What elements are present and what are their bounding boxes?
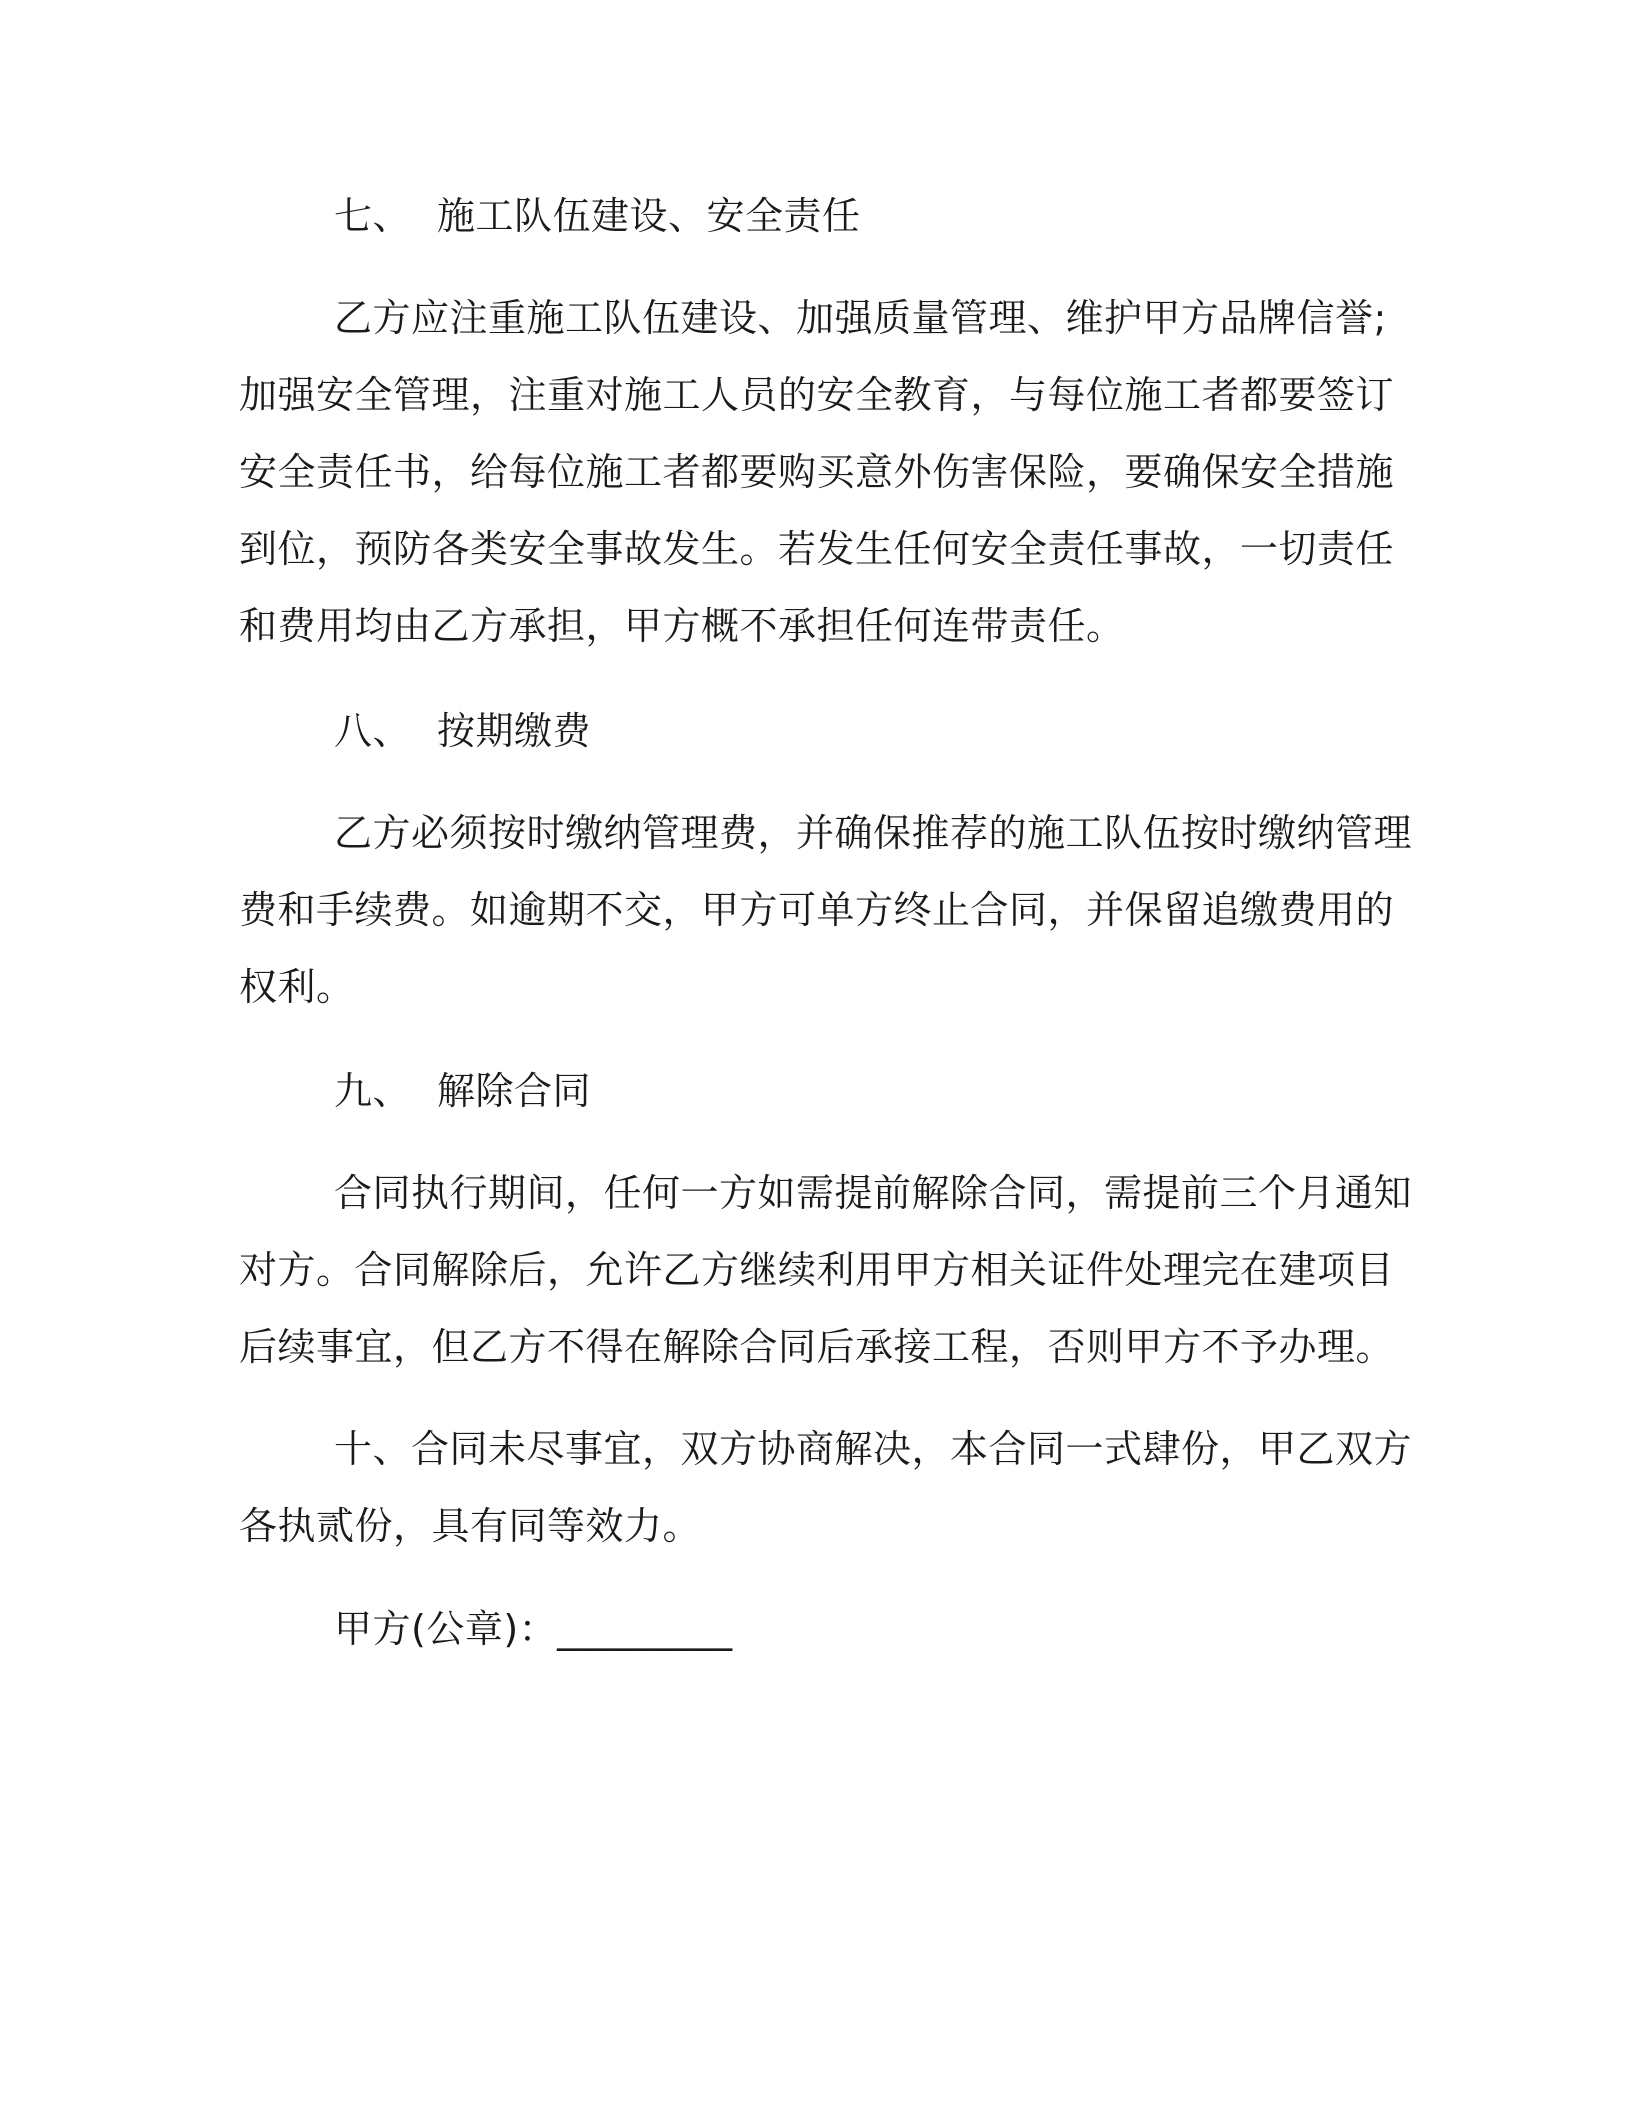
section-9-line-3: 后续事宜，但乙方不得在解除合同后承接工程，否则甲方不予办理。 [239,1325,1395,1369]
section-7-line-3: 安全责任书，给每位施工者都要购买意外伤害保险，要确保安全措施 [239,450,1395,494]
section-8-line-1: 乙方必须按时缴纳管理费，并确保推荐的施工队伍按时缴纳管理 [334,811,1413,855]
signature-blank: _________ [557,1607,733,1651]
section-9-title: 解除合同 [437,1069,592,1113]
section-9-line-2: 对方。合同解除后，允许乙方继续利用甲方相关证件处理完在建项目 [239,1248,1395,1292]
section-9-heading [334,1069,591,1113]
section-7-number: 七、 [334,194,412,238]
signature-label: 甲方(公章)： [334,1607,558,1651]
section-7-heading [334,194,861,238]
section-7-line-1: 乙方应注重施工队伍建设、加强质量管理、维护甲方品牌信誉; [334,296,1387,340]
section-10-line-2: 各执贰份，具有同等效力。 [239,1504,702,1548]
section-8-title: 按期缴费 [437,709,592,753]
section-8-number: 八、 [334,709,412,753]
section-7-line-2: 加强安全管理，注重对施工人员的安全教育，与每位施工者都要签订 [239,373,1395,417]
section-9-line-1: 合同执行期间，任何一方如需提前解除合同，需提前三个月通知 [334,1171,1413,1215]
section-8-line-3: 权利。 [239,965,355,1009]
section-10-line-1: 十、合同未尽事宜，双方协商解决，本合同一式肆份，甲乙双方 [334,1427,1413,1471]
section-7-line-4: 到位，预防各类安全事故发生。若发生任何安全责任事故，一切责任 [239,527,1395,571]
signature-line [334,1607,733,1651]
section-9-number: 九、 [334,1069,412,1113]
section-7-line-5: 和费用均由乙方承担，甲方概不承担任何连带责任。 [239,604,1125,648]
section-8-heading [334,709,591,753]
section-8-line-2: 费和手续费。如逾期不交，甲方可单方终止合同，并保留追缴费用的 [239,888,1395,932]
section-7-title: 施工队伍建设、安全责任 [437,194,861,238]
